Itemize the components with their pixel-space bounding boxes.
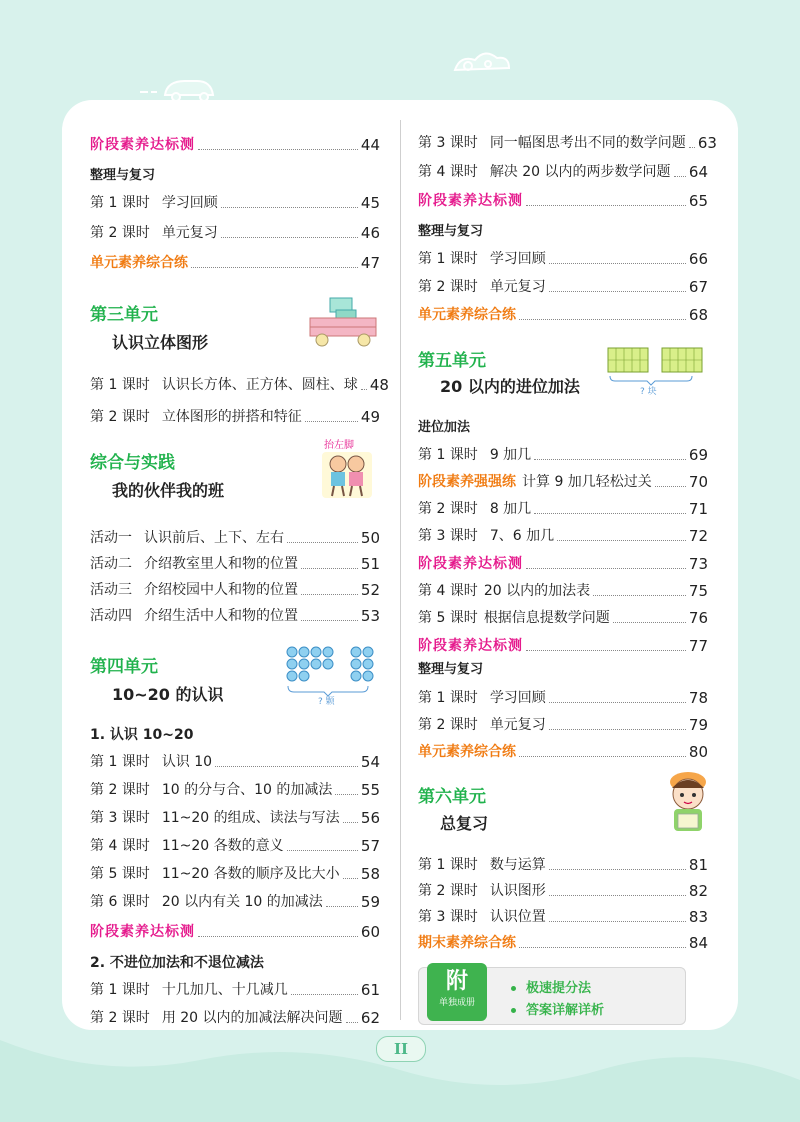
review-heading: 整理与复习	[418, 662, 484, 677]
toc-row[interactable]: 第 1 课时 十几加几、十几减几 61	[90, 981, 380, 999]
unit4-subtitle: 10~20 的认识	[112, 685, 224, 704]
toc-row[interactable]: 第 1 课时 学习回顾 66	[418, 250, 708, 268]
review-heading: 整理与复习	[90, 168, 156, 183]
toc-row[interactable]: 第 2 课时 8 加几 71	[418, 500, 708, 518]
unit3-subtitle: 认识立体图形	[112, 333, 209, 352]
boy-illustration	[662, 768, 714, 838]
toc-row[interactable]: 阶段素养达标测 77	[418, 637, 708, 655]
toc-row[interactable]: 第 1 课时 认识长方体、正方体、圆柱、球 48	[90, 376, 389, 394]
toc-row[interactable]: 第 4 课时 11~20 各数的意义 57	[90, 837, 380, 855]
toc-row[interactable]: 第 3 课时 11~20 的组成、读法与写法 56	[90, 809, 380, 827]
toc-row[interactable]: 活动三 介绍校园中人和物的位置 52	[90, 581, 380, 599]
unit3-title: 第三单元	[90, 305, 158, 325]
toc-row[interactable]: 第 4 课时 解决 20 以内的两步数学问题 64	[418, 163, 708, 181]
toc-row[interactable]: 第 2 课时 10 的分与合、10 的加减法 55	[90, 781, 380, 799]
unit5-illus-label: ? 块	[640, 387, 657, 397]
toc-row[interactable]: 第 1 课时 数与运算 81	[418, 856, 708, 874]
toc-row[interactable]: 第 1 课时 认识 10 54	[90, 753, 380, 771]
bullet-icon	[511, 986, 516, 991]
cart-blocks-illustration	[308, 296, 378, 350]
toc-row[interactable]: 第 1 课时 学习回顾 78	[418, 689, 708, 707]
review-heading: 整理与复习	[418, 224, 484, 239]
toc-row[interactable]: 第 2 课时 立体图形的拼搭和特征 49	[90, 408, 380, 426]
toc-row[interactable]: 活动四 介绍生活中人和物的位置 53	[90, 607, 380, 625]
appendix-badge: 附 单独成册	[427, 963, 487, 1021]
toc-row[interactable]: 阶段素养达标测 60	[90, 923, 380, 941]
toc-row[interactable]: 阶段素养达标测 44	[90, 136, 380, 154]
toc-row[interactable]: 单元素养综合练 47	[90, 254, 380, 272]
section1-heading: 1. 认识 10~20	[90, 727, 194, 743]
unit6-subtitle: 总复习	[440, 814, 489, 833]
toc-row[interactable]: 第 3 课时 认识位置 83	[418, 908, 708, 926]
toc-row[interactable]: 第 5 课时 根据信息提数学问题 76	[418, 609, 708, 627]
unit4-title: 第四单元	[90, 657, 158, 677]
toc-row[interactable]: 第 6 课时 20 以内有关 10 的加减法 59	[90, 893, 380, 911]
toc-row[interactable]: 第 2 课时 单元复习 46	[90, 224, 380, 242]
toc-row[interactable]: 阶段素养达标测 65	[418, 192, 708, 210]
toc-row[interactable]: 第 1 课时 9 加几 69	[418, 446, 708, 464]
unit5-subtitle: 20 以内的进位加法	[440, 377, 580, 396]
toc-row[interactable]: 阶段素养达标测 73	[418, 555, 708, 573]
toc-row[interactable]: 第 2 课时 单元复习 67	[418, 278, 708, 296]
top-decoration	[0, 0, 800, 110]
unit5-title: 第五单元	[418, 351, 486, 371]
toc-row[interactable]: 第 5 课时 11~20 各数的顺序及比大小 58	[90, 865, 380, 883]
page-number: II	[376, 1036, 426, 1062]
practice-illus-label: 抬左脚	[324, 440, 354, 451]
toc-row[interactable]: 第 3 课时 7、6 加几 72	[418, 527, 708, 545]
unit4-illus-label: ? 颗	[318, 697, 335, 707]
section2-heading: 2. 不进位加法和不退位减法	[90, 955, 264, 971]
toc-row[interactable]: 第 2 课时 认识图形 82	[418, 882, 708, 900]
toc-row[interactable]: 第 2 课时 单元复习 79	[418, 716, 708, 734]
children-illustration	[322, 452, 372, 498]
practice-title: 综合与实践	[90, 453, 175, 473]
practice-subtitle: 我的伙伴我的班	[112, 481, 225, 500]
toc-row[interactable]: 阶段素养强强练 计算 9 加几轻松过关 70	[418, 473, 708, 491]
appendix-item[interactable]: 极速提分法	[511, 977, 591, 996]
column-divider	[400, 120, 401, 1020]
toc-row[interactable]: 活动一 认识前后、上下、左右 50	[90, 529, 380, 547]
toc-row[interactable]: 第 3 课时 同一幅图思考出不同的数学问题 63	[418, 134, 717, 152]
toc-row[interactable]: 单元素养综合练 68	[418, 306, 708, 324]
toc-row[interactable]: 单元素养综合练 80	[418, 743, 708, 761]
carry-heading: 进位加法	[418, 420, 471, 435]
appendix-item[interactable]: 答案详解详析	[511, 999, 604, 1018]
toc-row[interactable]: 期末素养综合练 84	[418, 934, 708, 952]
toc-row[interactable]: 活动二 介绍教室里人和物的位置 51	[90, 555, 380, 573]
toc-row[interactable]: 第 4 课时 20 以内的加法表 75	[418, 582, 708, 600]
unit6-title: 第六单元	[418, 787, 486, 807]
toc-row[interactable]: 第 2 课时 用 20 以内的加减法解决问题 62	[90, 1009, 380, 1027]
toc-row[interactable]: 第 1 课时 学习回顾 45	[90, 194, 380, 212]
